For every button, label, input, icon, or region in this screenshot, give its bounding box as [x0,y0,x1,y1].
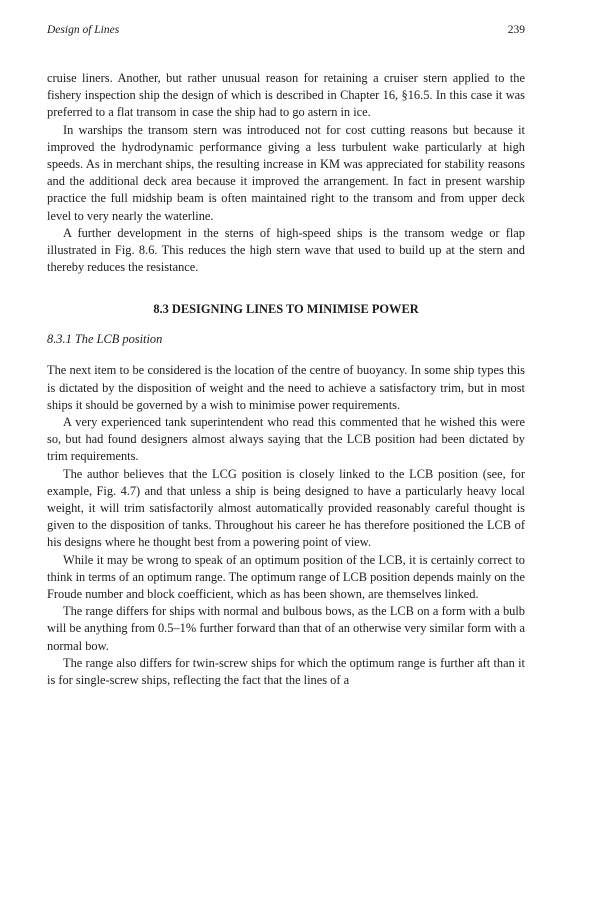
paragraph: A very experienced tank superintendent who read this commented that he wished this were so, but had found designers almost always saying that the LCB position had been dictated by trim requirements. [47,415,525,464]
section-8-3 [47,301,525,689]
paragraph: cruise liners. Another, but rather unusual reason for retaining a cruiser stern applied to the fishery inspection ship the design of which is described in Chapter 16, §16.5. In this case it was preferred to a flat transom in case the ship had to go astern in ice. [47,71,525,120]
running-head-title: Design of Lines [47,24,120,36]
paragraph: The range also differs for twin-screw ships for which the optimum range is further aft than it is for single-screw ships, reflecting the fact that the lines of a [47,655,525,688]
running-head [47,24,525,46]
paragraph: The author believes that the LCG position is closely linked to the LCB position (see, for example, Fig. 4.7) and that unless a ship is being designed to have a particularly heavy local weight, it will trim satisfactorily almost automatically provided reasonably careful thought is given to the disposition of tanks. Throughout his career he has therefore positioned the LCB of his designs where he thought best from a powering point of view. [47,466,525,550]
intro-text [47,70,525,276]
subsection-heading: 8.3.1 The LCB position [47,332,163,347]
paragraph: In warships the transom stern was introduced not for cost cutting reasons but because it improved the hydrodynamic performance giving a less turbulent wake particularly at high speeds. As in merchant ships, the resulting increase in KM was appreciated for stability reasons and the additional deck area because it improved the arrangement. In fact in present warship practice the full midship beam is often maintained right to the transom and from upper deck level to very nearly the waterline. [47,122,525,223]
paragraph: A further development in the sterns of high-speed ships is the transom wedge or flap illustrated in Fig. 8.6. This reduces the high stern wave that used to build up at the stern and thereby reduces the resistance. [47,225,525,275]
section-heading: 8.3 DESIGNING LINES TO MINIMISE POWER [153,302,419,317]
section-text [47,362,525,689]
page-number: 239 [507,24,525,36]
paragraph: The range differs for ships with normal and bulbous bows, as the LCB on a form with a bulb will be anything from 0.5–1% further forward than that of an otherwise very similar form with a normal bow. [47,604,525,653]
paragraph: While it may be wrong to speak of an optimum position of the LCB, it is certainly correct to think in terms of an optimum range. The optimum range of LCB position depends mainly on the Froude number and block coefficient, which as has been shown, are themselves linked. [47,552,525,602]
book-page [47,24,525,689]
paragraph: The next item to be considered is the location of the centre of buoyancy. In some ship types this is dictated by the disposition of weight and the need to achieve a satisfactory trim, but in most ships it should be governed by a wish to minimise power requirements. [47,363,525,412]
